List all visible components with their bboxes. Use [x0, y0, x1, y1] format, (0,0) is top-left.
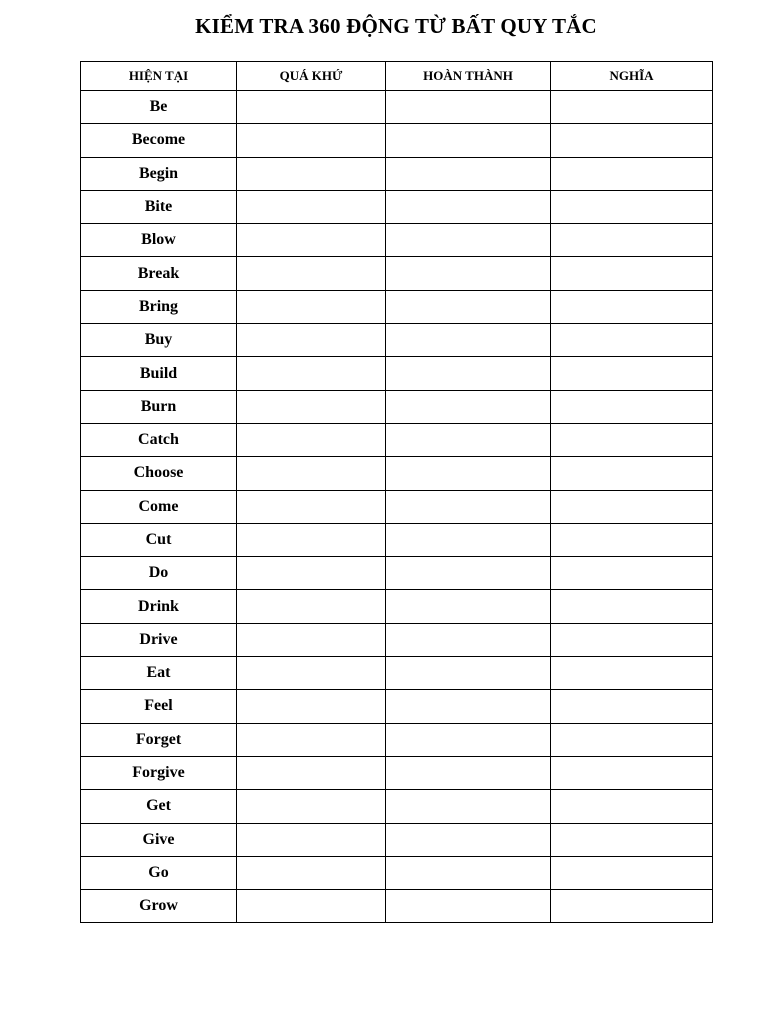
- verb-present: Eat: [81, 657, 237, 690]
- answer-perfect[interactable]: [386, 690, 551, 723]
- answer-perfect[interactable]: [386, 590, 551, 623]
- table-row: [81, 890, 713, 923]
- answer-meaning[interactable]: [551, 890, 713, 923]
- answer-meaning[interactable]: [551, 756, 713, 789]
- answer-perfect[interactable]: [386, 856, 551, 889]
- verb-present: Grow: [81, 890, 237, 923]
- answer-past[interactable]: [237, 423, 386, 456]
- header-present: HIỆN TẠI: [81, 62, 237, 91]
- table-row: [81, 523, 713, 556]
- table-row: [81, 290, 713, 323]
- verb-present: Be: [81, 91, 237, 124]
- answer-perfect[interactable]: [386, 190, 551, 223]
- verb-present: Begin: [81, 157, 237, 190]
- answer-meaning[interactable]: [551, 423, 713, 456]
- verb-present: Blow: [81, 224, 237, 257]
- answer-meaning[interactable]: [551, 324, 713, 357]
- answer-past[interactable]: [237, 190, 386, 223]
- table-row: [81, 91, 713, 124]
- table-row: [81, 423, 713, 456]
- table-row: [81, 190, 713, 223]
- page-title: KIỂM TRA 360 ĐỘNG TỪ BẤT QUY TẮC: [195, 14, 597, 38]
- answer-past[interactable]: [237, 457, 386, 490]
- answer-perfect[interactable]: [386, 557, 551, 590]
- answer-perfect[interactable]: [386, 457, 551, 490]
- answer-past[interactable]: [237, 290, 386, 323]
- answer-meaning[interactable]: [551, 590, 713, 623]
- table-row: [81, 157, 713, 190]
- verb-present: Catch: [81, 423, 237, 456]
- table-row: [81, 790, 713, 823]
- verb-present: Come: [81, 490, 237, 523]
- answer-perfect[interactable]: [386, 723, 551, 756]
- table-row: [81, 690, 713, 723]
- table-row: [81, 723, 713, 756]
- table-row: [81, 856, 713, 889]
- answer-meaning[interactable]: [551, 257, 713, 290]
- answer-past[interactable]: [237, 790, 386, 823]
- answer-perfect[interactable]: [386, 257, 551, 290]
- answer-past[interactable]: [237, 856, 386, 889]
- answer-past[interactable]: [237, 390, 386, 423]
- verb-rows: [81, 91, 713, 923]
- answer-perfect[interactable]: [386, 390, 551, 423]
- answer-meaning[interactable]: [551, 457, 713, 490]
- answer-meaning[interactable]: [551, 790, 713, 823]
- answer-past[interactable]: [237, 723, 386, 756]
- verb-present: Cut: [81, 523, 237, 556]
- answer-meaning[interactable]: [551, 190, 713, 223]
- answer-meaning[interactable]: [551, 490, 713, 523]
- answer-meaning[interactable]: [551, 657, 713, 690]
- verb-present: Forget: [81, 723, 237, 756]
- answer-past[interactable]: [237, 324, 386, 357]
- answer-perfect[interactable]: [386, 657, 551, 690]
- verb-present: Drive: [81, 623, 237, 656]
- answer-meaning[interactable]: [551, 224, 713, 257]
- answer-meaning[interactable]: [551, 823, 713, 856]
- table-row: [81, 823, 713, 856]
- verb-present: Buy: [81, 324, 237, 357]
- answer-perfect[interactable]: [386, 290, 551, 323]
- answer-perfect[interactable]: [386, 523, 551, 556]
- answer-perfect[interactable]: [386, 823, 551, 856]
- answer-meaning[interactable]: [551, 690, 713, 723]
- header-perfect: HOÀN THÀNH: [386, 62, 551, 91]
- answer-past[interactable]: [237, 224, 386, 257]
- table-row: [81, 457, 713, 490]
- verb-present: Bite: [81, 190, 237, 223]
- answer-past[interactable]: [237, 823, 386, 856]
- verb-present: Feel: [81, 690, 237, 723]
- verb-present: Build: [81, 357, 237, 390]
- answer-past[interactable]: [237, 357, 386, 390]
- answer-perfect[interactable]: [386, 357, 551, 390]
- answer-meaning[interactable]: [551, 157, 713, 190]
- answer-past[interactable]: [237, 756, 386, 789]
- answer-meaning[interactable]: [551, 623, 713, 656]
- header-meaning: NGHĨA: [551, 62, 713, 91]
- answer-past[interactable]: [237, 523, 386, 556]
- header-past: QUÁ KHỨ: [237, 62, 386, 91]
- table-row: [81, 657, 713, 690]
- answer-past[interactable]: [237, 124, 386, 157]
- answer-past[interactable]: [237, 590, 386, 623]
- table-row: [81, 756, 713, 789]
- answer-perfect[interactable]: [386, 423, 551, 456]
- answer-past[interactable]: [237, 257, 386, 290]
- table-row: [81, 490, 713, 523]
- answer-meaning[interactable]: [551, 723, 713, 756]
- verb-present: Get: [81, 790, 237, 823]
- verb-present: Break: [81, 257, 237, 290]
- answer-meaning[interactable]: [551, 290, 713, 323]
- verb-present: Forgive: [81, 756, 237, 789]
- table-row: [81, 623, 713, 656]
- answer-meaning[interactable]: [551, 390, 713, 423]
- answer-perfect[interactable]: [386, 790, 551, 823]
- answer-past[interactable]: [237, 890, 386, 923]
- answer-meaning[interactable]: [551, 124, 713, 157]
- answer-perfect[interactable]: [386, 890, 551, 923]
- verb-present: Drink: [81, 590, 237, 623]
- answer-past[interactable]: [237, 91, 386, 124]
- answer-meaning[interactable]: [551, 523, 713, 556]
- answer-past[interactable]: [237, 157, 386, 190]
- answer-perfect[interactable]: [386, 324, 551, 357]
- verb-present: Go: [81, 856, 237, 889]
- answer-meaning[interactable]: [551, 357, 713, 390]
- answer-perfect[interactable]: [386, 91, 551, 124]
- table-row: [81, 357, 713, 390]
- table-row: [81, 257, 713, 290]
- answer-perfect[interactable]: [386, 157, 551, 190]
- verb-present: Do: [81, 557, 237, 590]
- answer-past[interactable]: [237, 557, 386, 590]
- answer-meaning[interactable]: [551, 91, 713, 124]
- table-row: [81, 590, 713, 623]
- answer-perfect[interactable]: [386, 623, 551, 656]
- answer-perfect[interactable]: [386, 224, 551, 257]
- answer-past[interactable]: [237, 623, 386, 656]
- table-row: [81, 124, 713, 157]
- answer-perfect[interactable]: [386, 124, 551, 157]
- answer-perfect[interactable]: [386, 756, 551, 789]
- answer-meaning[interactable]: [551, 856, 713, 889]
- header-row: [81, 62, 713, 91]
- verb-present: Choose: [81, 457, 237, 490]
- answer-past[interactable]: [237, 490, 386, 523]
- verb-present: Bring: [81, 290, 237, 323]
- table-row: [81, 557, 713, 590]
- table-row: [81, 390, 713, 423]
- answer-meaning[interactable]: [551, 557, 713, 590]
- table-row: [81, 224, 713, 257]
- verb-table: [80, 61, 713, 923]
- verb-present: Become: [81, 124, 237, 157]
- answer-perfect[interactable]: [386, 490, 551, 523]
- table-row: [81, 324, 713, 357]
- verb-present: Give: [81, 823, 237, 856]
- answer-past[interactable]: [237, 690, 386, 723]
- verb-present: Burn: [81, 390, 237, 423]
- answer-past[interactable]: [237, 657, 386, 690]
